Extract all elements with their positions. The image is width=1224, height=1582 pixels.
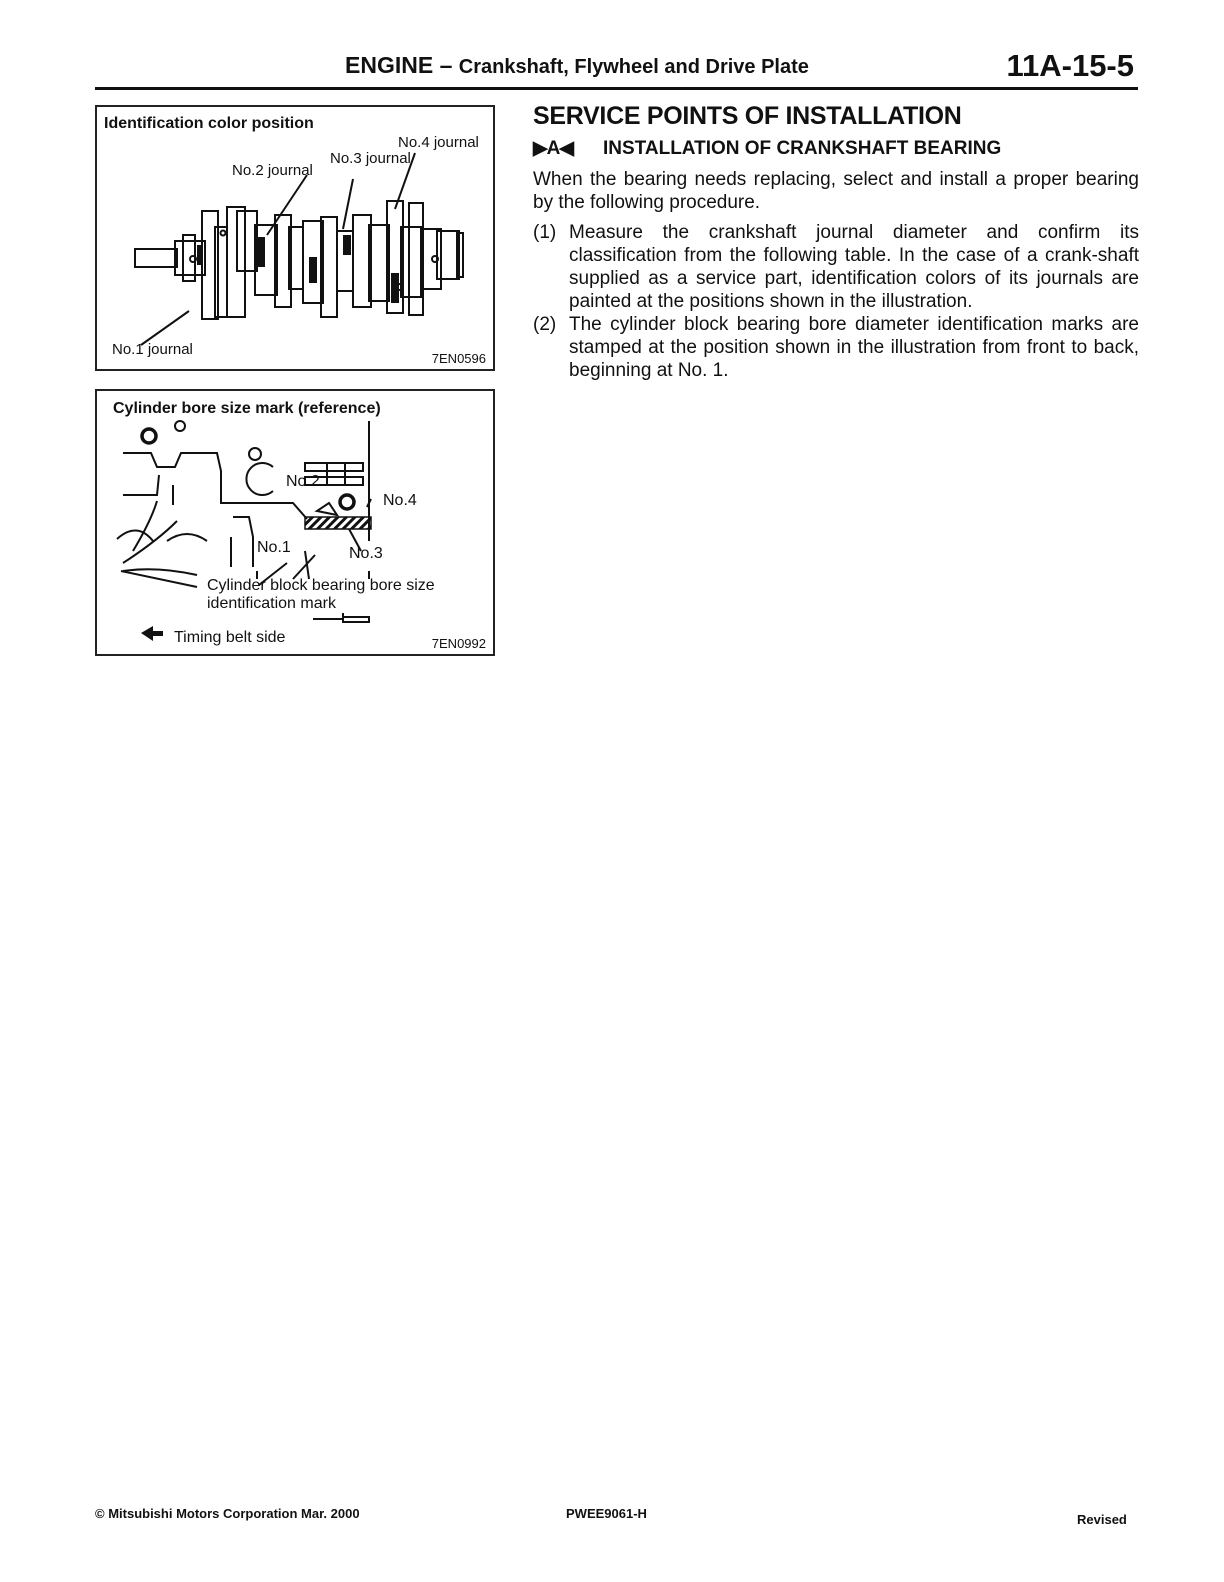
footer-status: Revised	[1077, 1512, 1127, 1527]
figure1-code: 7EN0596	[431, 351, 486, 366]
subheading	[533, 137, 1139, 160]
footer-doc-code: PWEE9061-H	[566, 1506, 647, 1521]
label-no2: No.2	[286, 473, 320, 490]
step-number: (2)	[533, 314, 557, 335]
figure2-title: Cylinder bore size mark (reference)	[113, 400, 381, 417]
figure-identification-color-position	[95, 105, 495, 371]
page-header	[95, 48, 1138, 92]
title-sub: Crankshaft, Flywheel and Drive Plate	[458, 56, 809, 78]
intro-paragraph: When the bearing needs replacing, select and install a proper bearing by the following procedure.	[533, 169, 1139, 213]
reference-mark: ▶A◀	[533, 138, 573, 159]
procedure-steps	[533, 221, 1139, 382]
step-text: The cylinder block bearing bore diameter identification marks are stamped at the position shown in the illustration from front to back, beginning at No. 1.	[569, 314, 1139, 381]
header-rule	[95, 87, 1138, 90]
arrow-left-icon	[141, 626, 163, 641]
label-bearing-bore-mark-line1: Cylinder block bearing bore size	[207, 577, 435, 594]
list-item	[533, 221, 1139, 313]
service-points-section	[533, 102, 1139, 382]
label-no4: No.4	[383, 492, 417, 509]
label-bearing-bore-mark-line2: identification mark	[207, 595, 336, 612]
label-no4-journal: No.4 journal	[398, 134, 479, 151]
list-item	[533, 313, 1139, 382]
label-no1: No.1	[257, 539, 291, 556]
label-no3-journal: No.3 journal	[330, 150, 411, 167]
figure-cylinder-bore-size-mark	[95, 389, 495, 656]
label-timing-belt-side: Timing belt side	[174, 629, 286, 646]
step-text: Measure the crankshaft journal diameter and confirm its classification from the following table. In the case of a crank-shaft supplied as a service part, identification colors of its journals are painted at the positions shown in the illustration.	[569, 222, 1139, 312]
label-no3: No.3	[349, 545, 383, 562]
label-no1-journal: No.1 journal	[112, 341, 193, 358]
label-no2-journal: No.2 journal	[232, 162, 313, 179]
step-number: (1)	[533, 222, 557, 243]
footer-copyright: © Mitsubishi Motors Corporation Mar. 2000	[95, 1506, 360, 1521]
title-main: ENGINE –	[345, 52, 459, 78]
page-number: 11A-15-5	[1006, 48, 1134, 83]
subheading-text: INSTALLATION OF CRANKSHAFT BEARING	[603, 137, 1002, 159]
figure1-title: Identification color position	[104, 115, 314, 132]
cylinder-block-illustration	[97, 391, 493, 654]
page-title	[345, 52, 809, 79]
section-title: SERVICE POINTS OF INSTALLATION	[533, 102, 962, 130]
figure2-code: 7EN0992	[431, 636, 486, 651]
